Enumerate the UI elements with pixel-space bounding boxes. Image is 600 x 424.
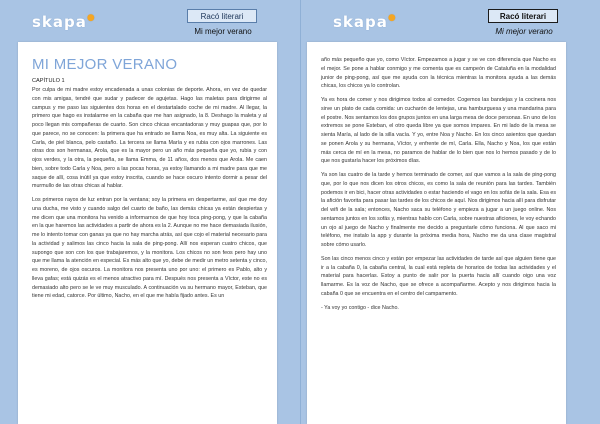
header-subtitle: Mi mejor verano xyxy=(194,27,252,36)
paragraph: Ya son las cuatro de la tarde y hemos terminado de comer, así que vamos a la sala de ping-pong que, por lo que nos dicen los otros chicos, es como la sala de reunión para las tardes. También podemos ir en bici, hacer otras actividades o estar haciendo el vago en los sofás de la sala. Esa es la afición favorita para pasar las tardes de los chicos de aquí. Nos dirigimos hacia allí para disfrutar del wifi de la sala; entonces, Nacho saca su teléfono y empieza a jugar a un juego online. Nos sentamos juntos en los sofás y, mientras hablo con Carla, sobre nuestras aficiones, le voy echando un ojo al juego de Nacho y finalmente me decido a preguntarle cómo funciona. Al que saco mi teléfono, me instalo la app y durante la próxima media hora, Nacho me da una clase magistral sobre cómo usarlo. xyxy=(321,172,556,248)
logo-text: skapa xyxy=(32,13,87,31)
paragraph: Los primeros rayos de luz entran por la ventana; soy la primera en despertarme, así que me doy una ducha, me visto y cuando salgo del cuarto de baño, las demás chicas ya están despiertas y me dicen que una monitora ha venido a informarnos de que hoy toca ping-pong, y que la cabaña en la que haremos las actividades a partir de ahora es la 2. Aunque no me hace demasiada ilusión, me lo intento tomar con ganas ya que no hay marcha atrás, así que cojo el material necesario para la actividad y salimos las cinco hacia la sala de ping-pong. Allí nos esperan cuatro chicos, que supongo que son con los que trabajaremos, y la monitora. Los chicos no son feos pero hay uno que me llama la atención en especial. Es más alto que yo, debe de medir un metro setenta y cinco, es moreno, de ojos oscuros. La monitora nos presenta uno por uno: el primero es Pablo, alto y lleva gafas; está quizás es el menos atractivo para mí. Después nos presenta a Víctor, este no es demasiado alto pero se le ve muy musculado. A continuación va su hermano mayor, Esteban, que tiene mi edad, catorce. Por último, Nacho, en el que me había fijado antes. Es un xyxy=(32,197,267,300)
header-subtitle: Mi mejor verano xyxy=(495,27,553,36)
paragraph: Son las cinco menos cinco y están por empezar las actividades de tarde así que alguien tiene que ir a la cabaña 0, la cabaña central, la cual está repleta de horarios de todas las actividades y el material para hacerlas. Estoy a punto de salir por la puerta hacia allí cuando oigo una voz llamarme. Es la voz de Nacho, que se ofrece a acompañarme. Acepto y nos dirigimos hacia la cabaña 0 que se encuentra en el centro del campamento. xyxy=(321,255,556,297)
chapter-heading: CAPÍTULO 1 xyxy=(32,78,65,84)
right-sheet xyxy=(307,42,566,424)
paragraph: - Ya voy yo contigo - dice Nacho. xyxy=(321,304,399,311)
paragraph: Ya es hora de comer y nos dirigimos todos al comedor. Cogemos las bandejas y la cocinera nos sirve un plato de cada comida: un cucharón de lentejas, una hamburguesa y una mandarina para el postre. Nos sentamos los dos grupos juntos en una larga mesa de doce personas. En uno de los extremos se pone Esteban, el otro queda libre ya que somos impares. En mi lado de la mesa se sienta María, al lado de la silla vacía. Y yo, entre Noa y Nacho. En los cinco asientos que quedan se ponen Arola y su hermana, Víctor, y enfrente de mí, Carla. Ella, Nacho y Noa, los que están más cerca de mí en la mesa, no paramos de hablar de lo bien que nos lo hemos pasado y de lo que nos gustaría hacer los próximos días. xyxy=(321,97,556,165)
header-label[interactable]: Racó literari xyxy=(488,9,558,23)
paragraph: Por culpa de mi madre estoy encadenada a unas colonias de deporte. Ahora, en vez de quedar con mis amigas, tendré que sudar y padecer de agujetas. Hago las maletas para dirigirme al campus y me paso las siguientes dos horas en el destartalado coche de mi madre. Al llegar, la primero que hago es instalarme en la cabaña que me han asignado, la 8. Deshago la maleta y al poco llegan mis compañeras de cuarto. Son cinco chicas encantadoras y muy guapas que, por lo que parece, no se conocen: la primera que ha entrado se llama Noa, es muy alta. La siguiente es Carla, de piel blanca, pelo castaño. La tercera se llama María y es rubia con ojos marrones. Las otras dos son hermanas, Arola, que es la mayor pero un año más pequeña que yo, rubia y con ojos verdes, y la otra, la pequeña, se llama Emma, de 11 años, dos menos que Arola. Me caen bien, sobre todo Carla y Noa, pero a las pocas horas, ya estoy llamando a mi madre para que me saque de allí, cosa inútil ya que estoy inscrita, cuando se hace oscuro intento dormir a pesar del murmullo de las otras chicas al hablar. xyxy=(32,87,267,190)
paragraph: año más pequeño que yo, como Víctor. Empezamos a jugar y se ve con diferencia que Nacho es el mejor. Se pone a hablar conmigo y me comenta que es campeón de Cataluña en la modalidad junior de ping-pong, así que me ayuda con la técnica mientras la monitora ayuda a las demás chicas, los chicos ya lo controlan. xyxy=(321,57,556,90)
logo-text: skapa xyxy=(333,13,388,31)
logo-dot-icon: ● xyxy=(86,13,96,23)
header-label[interactable]: Racó literari xyxy=(187,9,257,23)
logo-dot-icon: ● xyxy=(387,13,397,23)
left-sheet xyxy=(18,42,277,424)
document-title: MI MEJOR VERANO xyxy=(32,56,178,73)
skapa-logo[interactable] xyxy=(333,13,397,31)
skapa-logo[interactable] xyxy=(32,13,96,31)
